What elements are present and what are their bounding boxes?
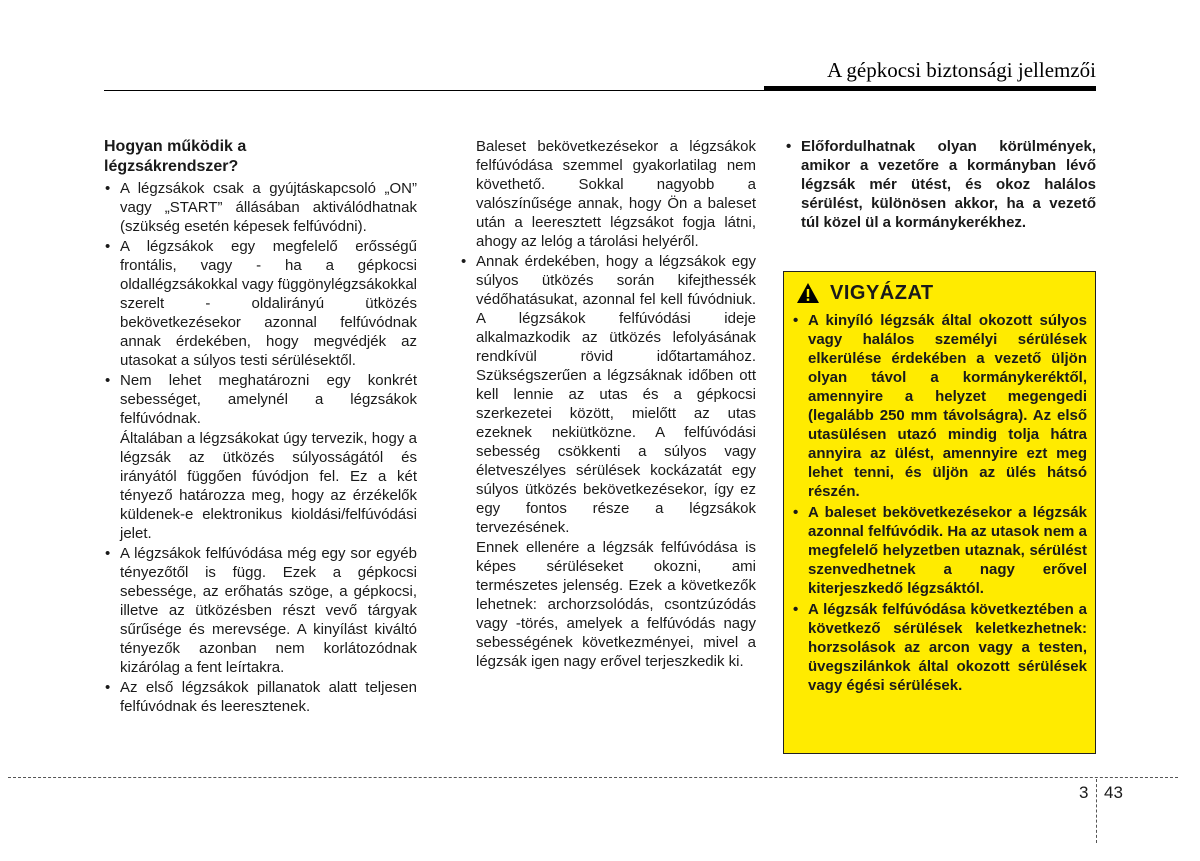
page-number: 43 bbox=[1104, 783, 1123, 802]
column-1 bbox=[104, 137, 417, 717]
footer-rule bbox=[8, 777, 1178, 778]
footer-divider bbox=[1096, 779, 1097, 843]
list-item: • A légzsákok egy megfelelő erősségű frontális, vagy - ha a gépkocsi oldallégzsákokkal vagy függönylégzsákokkal szerelt - oldalirányú ütközés bekövetkezésekor azonnal felfúvódnak annak érdekében, hogy megvédjék az utasokat a súlyos testi sérülésektől. bbox=[104, 237, 417, 370]
section-heading-line2: légzsákrendszer? bbox=[104, 158, 239, 175]
warning-item: • A baleset bekövetkezésekor a légzsák azonnal felfúvódik. Ha az utasok nem a megfelelő helyzetben utaznak, sérülést szenvedhetnek a nagy erővel kiterjeszkedő légzsáktól. bbox=[792, 503, 1087, 598]
warning-box bbox=[783, 271, 1096, 754]
bullet-list bbox=[104, 544, 417, 716]
section-heading bbox=[104, 137, 417, 177]
paragraph: Baleset bekövetkezésekor a légzsákok felfúvódása szemmel gyakorlatilag nem követhető. Sokkal nagyobb a valószínűsége annak, hogy Ön a baleset után a leeresztett légzsákot fogja látni, ahogy az lelóg a tárolási helyéről. bbox=[476, 138, 756, 250]
warning-item: • A légzsák felfúvódása következtében a következő sérülések keletkezhetnek: horzsolások az arcon vagy a testen, üvegszilánkok által okozott sérülések vagy égési sérülések. bbox=[792, 600, 1087, 695]
warning-header bbox=[796, 281, 1087, 305]
list-item: • A légzsákok csak a gyújtáskapcsoló „ON” vagy „START” állásában aktiválódhatnak (szükség esetén képesek felfúvódni). bbox=[104, 179, 417, 236]
bullet-list bbox=[460, 252, 756, 537]
column-2 bbox=[460, 137, 756, 672]
column-3 bbox=[785, 137, 1096, 233]
indented-paragraph: Ennek ellenére a légzsák felfúvódása is képes sérüléseket okozni, ami természetes jelenség. Ezek a következők lehetnek: archorzsolódás, csontzúzódás vagy -törés, amelyek a felfúvódás nagy sebességének következményei, mivel a légzsák igen nagy erővel terjeszkedik ki. bbox=[476, 539, 756, 670]
indented-paragraph: Általában a légzsákokat úgy tervezik, hogy a légzsák az ütközés súlyosságától és irányától függően fúvódjon fel. Ez a két tényező határozza meg, hogy az érzékelők küldenek-e elektronikus kioldási/felfúvódási jelet. bbox=[120, 430, 417, 542]
bullet-list bbox=[104, 179, 417, 428]
list-item: • Nem lehet meghatározni egy konkrét sebességet, amelynél a légzsákok felfúvódnak. bbox=[104, 371, 417, 428]
chapter-number: 3 bbox=[1079, 783, 1089, 802]
list-item: • Előfordulhatnak olyan körülmények, amikor a vezetőre a kormányban lévő légzsák mér ütést, és okoz halálos sérülést, különösen akkor, ha a vezető túl közel ül a kormánykerékhez. bbox=[785, 137, 1096, 232]
list-item: • Annak érdekében, hogy a légzsákok egy súlyos ütközés során kifejthessék védőhatásukat, azonnal fel kell fúvódniuk. A légzsákok felfúvódási ideje alkalmazkodik az ütközés lefolyásának rendkívül rövid időtartamához. Szükségszerűen a légzsáknak időben ott kell lennie az utas és a gépkocsi szerkezetei között, mielőtt az utas ezeknek nekiütközne. A felfúvódási sebesség csökkenti a súlyos vagy életveszélyes sérülések kockázatát egy súlyos ütközés bekövetkezésekor, így ez egy fontos része a légzsákok tervezésének. bbox=[460, 252, 756, 537]
section-heading-line1: Hogyan működik a bbox=[104, 138, 247, 155]
list-item: • A légzsákok felfúvódása még egy sor egyéb tényezőtől is függ. Ezek a gépkocsi sebessége, az erőhatás szöge, a gépkocsi, illetve az ütközésben részt vevő tárgyak sűrűsége és merevsége. A kinyílást kiváltó tényezők azonban nem korlátozódnak kizárólag a fent leírtakra. bbox=[104, 544, 417, 677]
header-title: A gépkocsi biztonsági jellemzői bbox=[827, 58, 1096, 82]
warning-list bbox=[792, 311, 1087, 695]
header-rule-accent bbox=[764, 86, 1096, 91]
warning-triangle-icon bbox=[796, 282, 820, 304]
bullet-list bbox=[785, 137, 1096, 232]
list-item: • Az első légzsákok pillanatok alatt teljesen felfúvódnak és leeresztenek. bbox=[104, 678, 417, 716]
warning-title: VIGYÁZAT bbox=[830, 282, 934, 304]
warning-item: • A kinyíló légzsák által okozott súlyos vagy halálos személyi sérülések elkerülése érdekében a vezető üljön olyan távol a kormánykeréktől, amennyire a helyzet megengedi (legalább 250 mm távolságra). Az első utasülésen utazó mindig tolja hátra annyira az ülést, amennyire ezt meg lehet tenni, és üljön az ülés hátsó részén. bbox=[792, 311, 1087, 501]
